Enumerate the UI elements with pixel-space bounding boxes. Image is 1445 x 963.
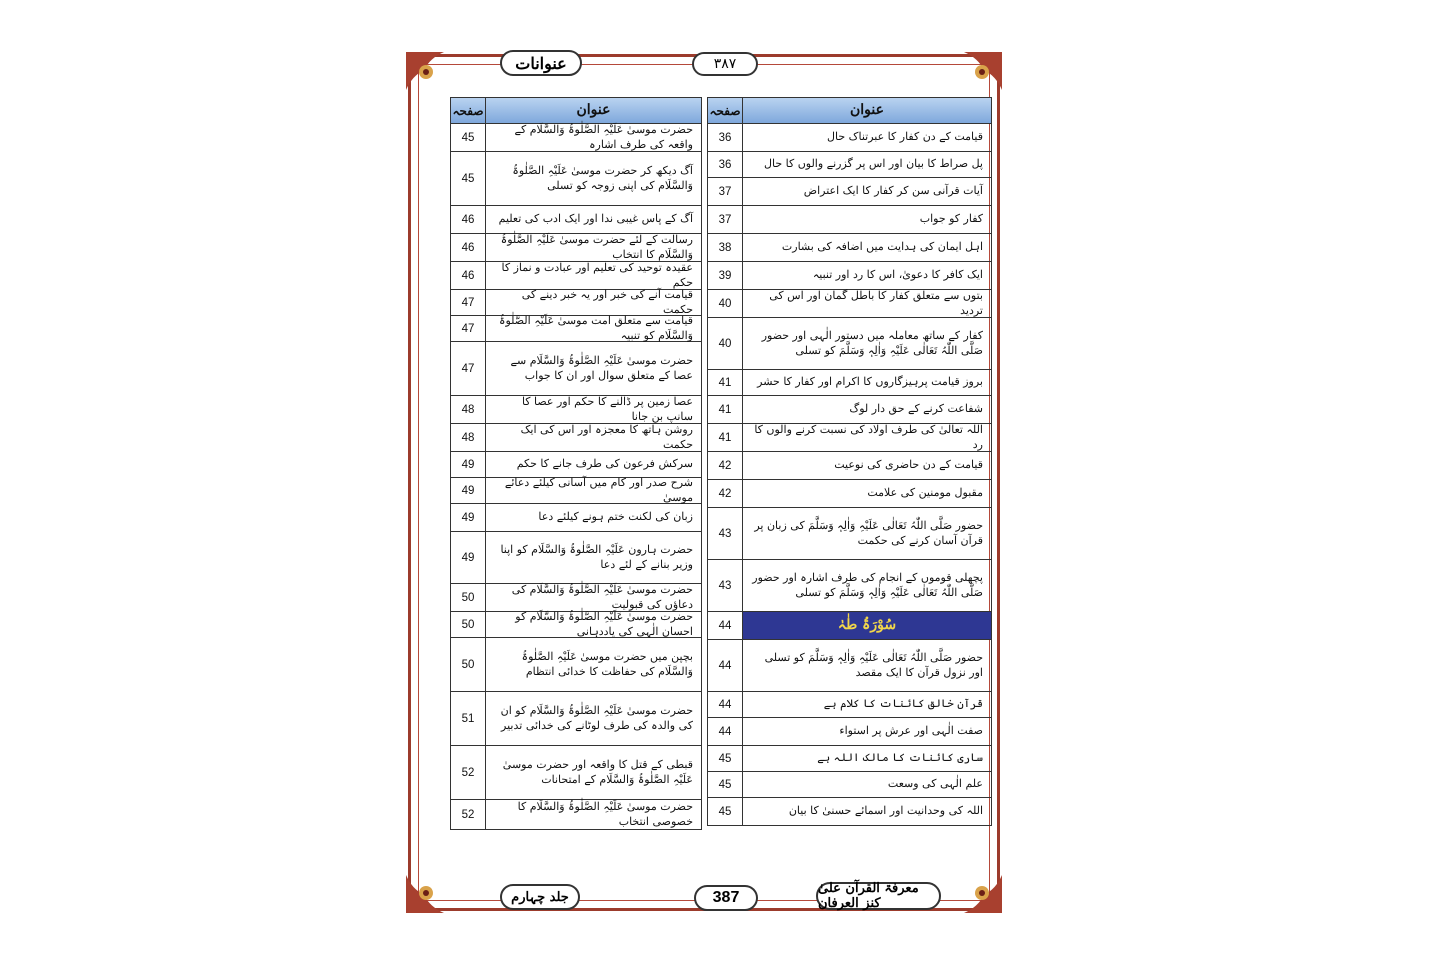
row-page-number: 41 [718, 403, 732, 416]
row-page-number: 49 [461, 511, 475, 524]
row-title: رسالت کے لئے حضرت موسیٰ عَلَیْہِ الصَّلٰوۃُ وَالسَّلَام کا انتخاب [485, 234, 701, 261]
row-title: پل صراط کا بیان اور اس پر گزرنے والوں کا حال [742, 152, 991, 177]
row-page-number: 41 [718, 431, 732, 444]
table-row [450, 424, 702, 452]
table-row [707, 262, 992, 290]
footer-page-number: 387 [694, 885, 758, 911]
row-title: ایک کافر کا دعویٰ، اس کا رد اور تنبیہ [742, 262, 991, 289]
row-page-number: 50 [461, 618, 475, 631]
table-row [707, 560, 992, 612]
table-row [707, 508, 992, 560]
row-title: سرکش فرعون کی طرف جانے کا حکم [485, 452, 701, 477]
row-page-number: 45 [461, 172, 475, 185]
row-title: قیامت سے متعلق امت موسیٰ عَلَیْہِ الصَّلٰوۃُ وَالسَّلَام کو تنبیہ [485, 316, 701, 341]
row-page-number: 40 [718, 297, 732, 310]
row-title: بتوں سے متعلق کفار کا باطل گمان اور اس کی تردید [742, 290, 991, 317]
table-row [450, 342, 702, 396]
row-page-number: 49 [461, 551, 475, 564]
row-title: روشن ہاتھ کا معجزہ اور اس کی ایک حکمت [485, 424, 701, 451]
row-title: بروز قیامت پرہیزگاروں کا اکرام اور کفار کا حشر [742, 370, 991, 395]
row-title: حضرت موسیٰ عَلَیْہِ الصَّلٰوۃُ وَالسَّلَام سے عصا کے متعلق سوال اور ان کا جواب [485, 342, 701, 395]
table-row [450, 800, 702, 830]
table-row [450, 234, 702, 262]
table-row [450, 609, 702, 638]
row-title: زبان کی لکنت ختم ہونے کیلئے دعا [485, 504, 701, 531]
row-title: اہل ایمان کی ہدایت میں اضافہ کی بشارت [742, 234, 991, 261]
row-title: بچپن میں حضرت موسیٰ عَلَیْہِ الصَّلٰوۃُ وَالسَّلَام کی حفاظت کا خدائی انتظام [485, 638, 701, 691]
table-row [707, 178, 992, 206]
row-page-number: 43 [718, 527, 732, 540]
row-page-number: 48 [461, 431, 475, 444]
row-title: حضور صَلَّی اللّٰہُ تَعَالٰی عَلَیْہِ وَاٰلِہٖ وَسَلَّمَ کو تسلی اور نزول قرآن کا ایک مقصد [742, 640, 991, 691]
row-page-number: 45 [461, 131, 475, 144]
row-page-number: 44 [718, 659, 732, 672]
table-row [707, 152, 992, 178]
row-page-number: 50 [461, 591, 475, 604]
table-row [450, 124, 702, 152]
surah-heading-row [707, 612, 992, 640]
table-row [707, 370, 992, 396]
row-title: آگ کے پاس غیبی ندا اور ایک ادب کی تعلیم [485, 206, 701, 233]
row-title: شفاعت کرنے کے حق دار لوگ [742, 396, 991, 423]
table-row [707, 318, 992, 370]
row-page-number: 42 [718, 459, 732, 472]
table-row [707, 396, 992, 424]
table-row [450, 287, 702, 316]
row-title: ساری کائنات کا مالک اللہ ہے [742, 746, 991, 771]
table-row [450, 532, 702, 584]
table-row [707, 640, 992, 692]
table-row [707, 424, 992, 452]
row-page-number: 47 [461, 362, 475, 375]
table-header-row [707, 98, 992, 124]
row-title: شرح صدر اور کام میں آسانی کیلئے دعائے موسیٰ [485, 478, 701, 503]
toc-table-left [450, 97, 702, 830]
table-row [450, 746, 702, 800]
table-row [450, 504, 702, 532]
table-header-row [450, 98, 702, 124]
row-title: قرآن خالق کائنات کا کلام ہے [742, 692, 991, 717]
row-page-number: 43 [718, 579, 732, 592]
row-page-number: 44 [718, 725, 732, 738]
row-title: حضرت موسیٰ عَلَیْہِ الصَّلٰوۃُ وَالسَّلَام کو ان کی والدہ کی طرف لوٹانے کی خدائی تدبیر [485, 692, 701, 745]
table-row [707, 124, 992, 152]
row-page-number: 36 [718, 158, 732, 171]
table-row [707, 798, 992, 826]
row-title: مقبول مومنین کی علامت [742, 480, 991, 507]
row-title: آگ دیکھ کر حضرت موسیٰ عَلَیْہِ الصَّلٰوۃُ وَالسَّلَام کی اپنی زوجہ کو تسلی [485, 152, 701, 205]
table-row [450, 584, 702, 612]
row-title: قبطی کے قتل کا واقعہ اور حضرت موسیٰ عَلَیْہِ الصَّلٰوۃُ وَالسَّلَام کے امتحانات [485, 746, 701, 799]
table-row [707, 290, 992, 318]
column-header-title: عنوان [485, 98, 701, 123]
row-page-number: 49 [461, 484, 475, 497]
row-page-number: 48 [461, 403, 475, 416]
row-page-number: 36 [718, 131, 732, 144]
row-page-number: 52 [461, 766, 475, 779]
footer-volume: جلد چہارم [500, 884, 580, 910]
table-row [450, 313, 702, 342]
row-page-number: 41 [718, 376, 732, 389]
table-row [450, 452, 702, 478]
row-title: حضرت ہارون عَلَیْہِ الصَّلٰوۃُ وَالسَّلَام کو اپنا وزیر بنانے کے لئے دعا [485, 532, 701, 583]
table-row [450, 152, 702, 206]
row-title: قیامت آنے کی خبر اور یہ خبر دینے کی حکمت [485, 290, 701, 315]
row-title: حضرت موسیٰ عَلَیْہِ الصَّلٰوۃُ وَالسَّلَام کے واقعہ کی طرف اشارہ [485, 124, 701, 151]
surah-title: سُوْرَۃُ طٰہٰ [742, 612, 991, 639]
table-row [707, 480, 992, 508]
row-title: کفار کے ساتھ معاملہ میں دستور الٰہی اور حضور صَلَّی اللّٰہُ تَعَالٰی عَلَیْہِ وَاٰلِہٖ وَسَلَّمَ کو تسلی [742, 318, 991, 369]
row-page-number: 45 [718, 805, 732, 818]
row-page-number: 45 [718, 778, 732, 791]
corner-ornament-icon [404, 857, 462, 915]
table-row [450, 475, 702, 504]
column-header-title: عنوان [742, 98, 991, 123]
header-title: عنوانات [500, 50, 582, 76]
row-title: پچھلی قوموں کے انجام کی طرف اشارہ اور حضور صَلَّی اللّٰہُ تَعَالٰی عَلَیْہِ وَاٰلِہٖ وَسَلَّمَ کو تسلی [742, 560, 991, 611]
row-page-number: 52 [461, 808, 475, 821]
row-page-number: 50 [461, 658, 475, 671]
row-page-number: 47 [461, 322, 475, 335]
row-page-number: 37 [718, 185, 732, 198]
row-page-number: 38 [718, 241, 732, 254]
row-page-number: 51 [461, 712, 475, 725]
row-page-number: 49 [461, 458, 475, 471]
footer-book-title: معرفۃ القرآن علیٰ کنز العرفان [816, 882, 941, 910]
row-title: قیامت کے دن کفار کا عبرتناک حال [742, 124, 991, 151]
table-row [707, 718, 992, 746]
row-title: عقیدہ توحید کی تعلیم اور عبادت و نماز کا حکم [485, 262, 701, 289]
table-row [450, 638, 702, 692]
column-header-page: صفحہ [452, 103, 484, 118]
row-title: حضرت موسیٰ عَلَیْہِ الصَّلٰوۃُ وَالسَّلَام کا خصوصی انتخاب [485, 800, 701, 829]
column-header-page: صفحہ [709, 103, 741, 118]
toc-table-right [707, 97, 992, 826]
row-title: اللہ کی وحدانیت اور اسمائے حسنیٰ کا بیان [742, 798, 991, 825]
row-page-number: 47 [461, 296, 475, 309]
table-row [707, 452, 992, 480]
row-title: حضرت موسیٰ عَلَیْہِ الصَّلٰوۃُ وَالسَّلَام کی دعاؤں کی قبولیت [485, 584, 701, 611]
row-page-number: 46 [461, 269, 475, 282]
table-row [450, 206, 702, 234]
row-page-number: 45 [718, 752, 732, 765]
row-page-number: 46 [461, 213, 475, 226]
row-title: آیات قرآنی سن کر کفار کا ایک اعتراض [742, 178, 991, 205]
row-title: اللہ تعالیٰ کی طرف اولاد کی نسبت کرنے والوں کا رد [742, 424, 991, 451]
table-row [707, 206, 992, 234]
table-row [707, 692, 992, 718]
row-title: حضرت موسیٰ عَلَیْہِ الصَّلٰوۃُ وَالسَّلَام کو احسان الٰہی کی یاددہانی [485, 612, 701, 637]
row-page-number: 39 [718, 269, 732, 282]
table-row [450, 262, 702, 290]
table-row [707, 234, 992, 262]
header-page-number: ۳۸۷ [692, 52, 758, 76]
row-page-number: 42 [718, 487, 732, 500]
table-row [450, 396, 702, 424]
corner-ornament-icon [946, 857, 1004, 915]
row-page-number: 46 [461, 241, 475, 254]
row-title: قیامت کے دن حاضری کی نوعیت [742, 452, 991, 479]
row-title: علم الٰہی کی وسعت [742, 772, 991, 797]
row-title: حضور صَلَّی اللّٰہُ تَعَالٰی عَلَیْہِ وَاٰلِہٖ وَسَلَّمَ کی زبان پر قرآن آسان کرنے کی حکمت [742, 508, 991, 559]
row-page-number: 44 [718, 698, 732, 711]
row-page-number: 40 [718, 337, 732, 350]
table-row [707, 772, 992, 798]
row-title: صفت الٰہی اور عرش پر استواء [742, 718, 991, 745]
row-title: عصا زمین پر ڈالنے کا حکم اور عصا کا سانپ بن جانا [485, 396, 701, 423]
table-row [450, 692, 702, 746]
row-title: کفار کو جواب [742, 206, 991, 233]
book-page [404, 50, 1004, 915]
table-row [707, 746, 992, 772]
row-page-number: 44 [708, 612, 742, 639]
row-page-number: 37 [718, 213, 732, 226]
